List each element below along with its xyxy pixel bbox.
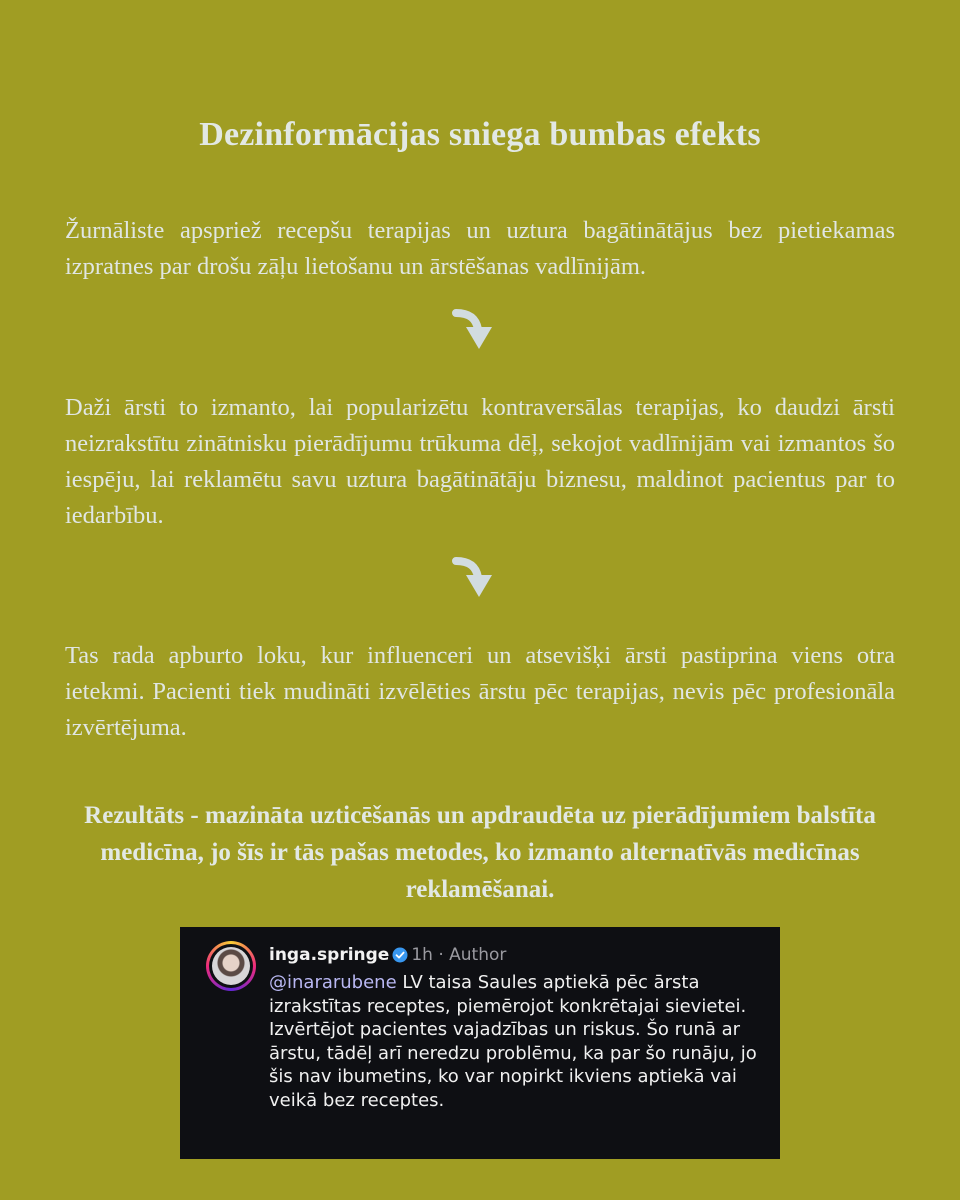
curved-arrow-down-icon bbox=[448, 553, 500, 605]
avatar-photo bbox=[212, 947, 250, 985]
avatar[interactable] bbox=[206, 941, 256, 991]
paragraph-vicious-circle: Tas rada apburto loku, kur influenceri un atsevišķi ārsti pastiprina viens otra ietekmi. Pacienti tiek mudināti izvēlēties ārstu pēc terapijas, nevis pēc profesionāla izvērtējuma. bbox=[65, 642, 895, 741]
comment-author-badge: Author bbox=[449, 945, 507, 965]
comment-mention[interactable]: @inararubene bbox=[269, 972, 397, 993]
paragraph-journalist: Žurnāliste apspriež recepšu terapijas un uztura bagātinātājus bez pietiekamas izpratnes par drošu zāļu lietošanu un ārstēšanas vadlīnijām. bbox=[65, 217, 895, 280]
curved-arrow-down-icon bbox=[448, 305, 500, 357]
comment-header bbox=[269, 944, 506, 966]
comment-body: LV taisa Saules aptiekā pēc ārsta izrakstītas receptes, piemērojot konkrētajai sievietei. Izvērtējot pacientes vajadzības un riskus. Šo runā ar ārstu, tādēļ arī neredzu problēmu, ka par šo runāju, jo šis nav ibumetins, ko var nopirkt ikviens aptiekā vai veikā bez receptes. bbox=[269, 972, 757, 1111]
paragraph-doctors: Daži ārsti to izmanto, lai popularizētu kontraversālas terapijas, ko daudzi ārsti neizrakstītu zinātnisku pierādījumu trūkuma dēļ, sekojot vadlīnijām vai izmantos šo iespēju, lai reklamētu savu uztura bagātinātāju biznesu, maldinot pacientus par to iedarbību. bbox=[65, 394, 895, 529]
result-statement: Rezultāts - mazināta uzticēšanās un apdraudēta uz pierādījumiem balstīta medicīna, jo šīs ir tās pašas metodes, ko izmanto alternatīvās medicīnas reklamēšanai. bbox=[84, 802, 876, 903]
comment-screenshot bbox=[180, 927, 780, 1159]
comment-time: 1h bbox=[411, 945, 433, 965]
comment-text bbox=[269, 971, 759, 1112]
verified-badge-icon bbox=[392, 947, 408, 963]
comment-separator: · bbox=[438, 945, 444, 965]
page-title: Dezinformācijas sniega bumbas efekts bbox=[199, 116, 761, 153]
comment-username[interactable]: inga.springe bbox=[269, 945, 390, 965]
